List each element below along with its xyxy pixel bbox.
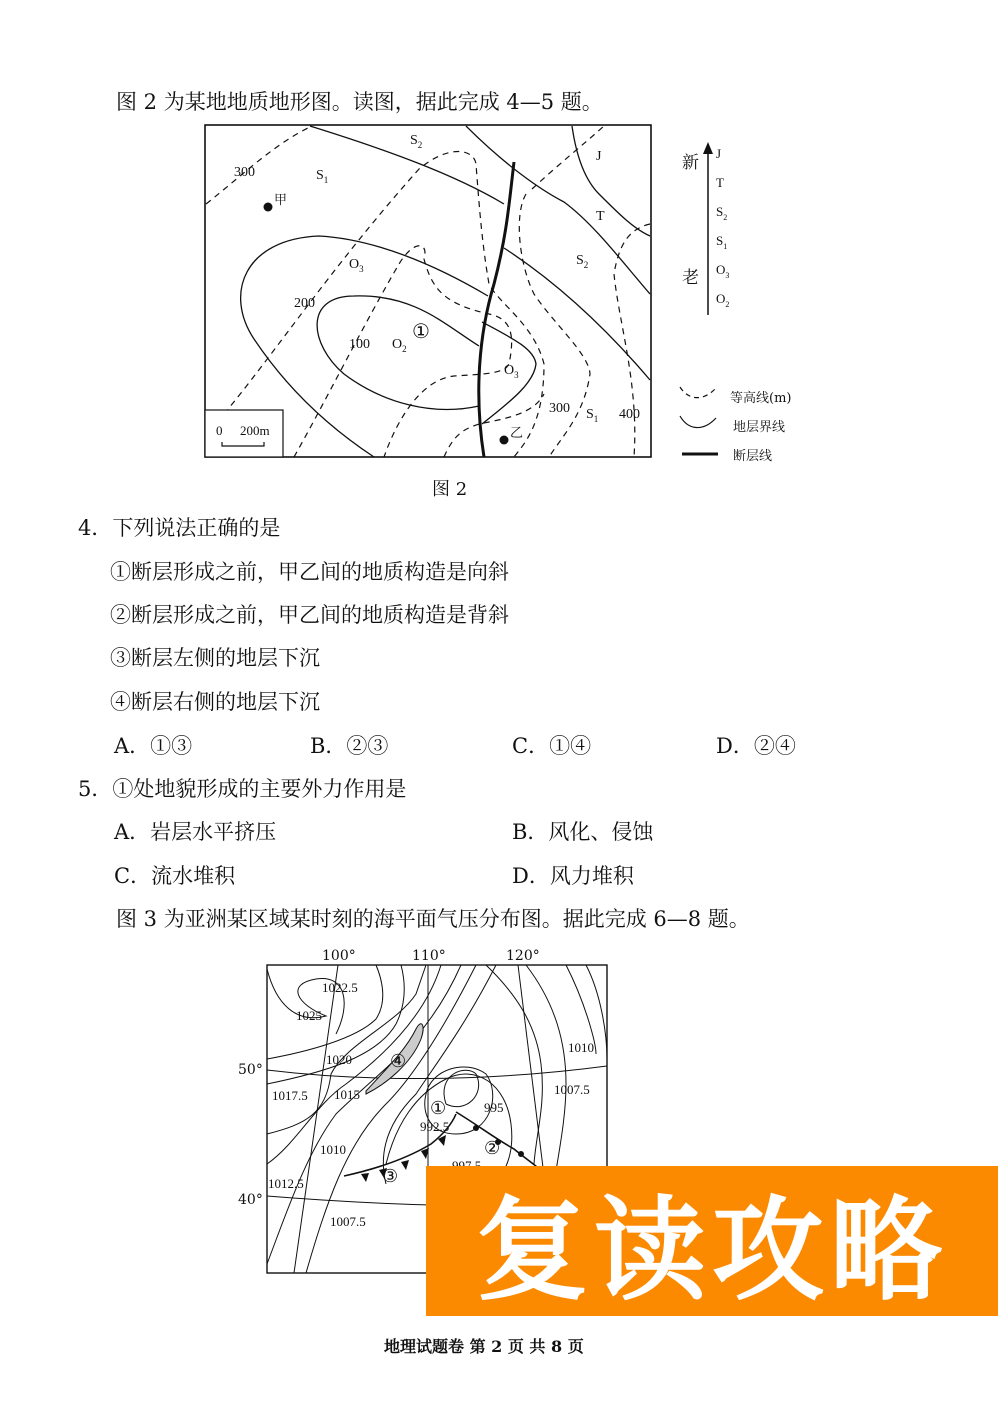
svg-text:200m: 200m: [240, 423, 270, 438]
svg-text:100: 100: [349, 337, 370, 352]
svg-text:S1: $S_1$: [716, 233, 728, 251]
lon-120: 120°: [506, 948, 540, 964]
fig2-caption: 图 2: [432, 479, 468, 500]
svg-text:①: ①: [412, 321, 430, 343]
svg-text:O3: $O_3$: [716, 262, 730, 280]
q5-option-a[interactable]: A．岩层水平挤压: [114, 820, 277, 844]
q4-statement-1: ①断层形成之前，甲乙间的地质构造是向斜: [110, 560, 509, 584]
svg-text:老: 老: [682, 268, 699, 287]
svg-text:1025: 1025: [296, 1008, 322, 1023]
svg-text:1022.5: 1022.5: [322, 980, 358, 995]
lat-50: 50°: [238, 1062, 263, 1078]
svg-text:S2: $S_2$: [576, 253, 589, 270]
legend-contour: 等高线(m): [730, 391, 792, 406]
svg-text:J: J: [596, 149, 602, 164]
svg-text:新: 新: [682, 153, 699, 172]
svg-text:1012.5: 1012.5: [268, 1176, 304, 1191]
svg-text:O3: $O_3$: [349, 257, 364, 274]
q4-option-c[interactable]: C．①④: [512, 734, 592, 758]
watermark-banner: 复读攻略: [426, 1166, 998, 1316]
q4-option-d[interactable]: D．②④: [716, 734, 796, 758]
q5-option-c[interactable]: C．流水堆积: [114, 864, 236, 888]
svg-text:995: 995: [484, 1100, 504, 1115]
svg-text:③: ③: [382, 1166, 399, 1186]
svg-text:0: 0: [216, 423, 223, 438]
svg-text:1020: 1020: [326, 1052, 352, 1067]
svg-text:O2: $O_2$: [716, 291, 730, 309]
lon-100: 100°: [322, 948, 356, 964]
svg-text:乙: 乙: [510, 425, 524, 440]
fig2-intro: 图 2 为某地地质地形图。读图，据此完成 4—5 题。: [116, 90, 603, 114]
svg-text:1010: 1010: [320, 1142, 346, 1157]
svg-text:S1: $S_1$: [316, 168, 329, 185]
legend-symbols: [678, 382, 718, 462]
svg-text:O3: $O_3$: [504, 363, 519, 380]
q4-statement-2: ②断层形成之前，甲乙间的地质构造是背斜: [110, 603, 509, 627]
svg-text:O2: $O_2$: [392, 337, 407, 354]
svg-text:1015: 1015: [334, 1087, 360, 1102]
q4-option-a[interactable]: A．①③: [114, 734, 193, 758]
lon-110: 110°: [412, 948, 446, 964]
svg-text:④: ④: [390, 1051, 407, 1071]
fig3-intro: 图 3 为亚洲某区域某时刻的海平面气压分布图。据此完成 6—8 题。: [116, 907, 750, 931]
legend-stratum-boundary: 地层界线: [733, 420, 786, 435]
svg-text:300: 300: [549, 401, 570, 416]
q5-option-b[interactable]: B．风化、侵蚀: [512, 820, 654, 844]
svg-text:S1: $S_1$: [586, 407, 599, 424]
svg-text:200: 200: [294, 296, 315, 311]
q5-stem: 5．①处地貌形成的主要外力作用是: [78, 777, 407, 801]
svg-text:1010: 1010: [568, 1040, 594, 1055]
q4-option-b[interactable]: B．②③: [310, 734, 389, 758]
svg-text:1007.5: 1007.5: [554, 1082, 590, 1097]
svg-text:甲: 甲: [274, 192, 288, 207]
geology-map: [204, 124, 652, 458]
svg-text:1007.5: 1007.5: [330, 1214, 366, 1229]
svg-text:J: J: [716, 146, 722, 161]
q4-statement-4: ④断层右侧的地层下沉: [110, 690, 320, 714]
svg-text:992.5: 992.5: [420, 1119, 450, 1134]
svg-text:T: T: [596, 209, 605, 224]
legend-fault: 断层线: [733, 449, 773, 464]
q5-option-d[interactable]: D．风力堆积: [512, 864, 634, 888]
q4-statement-3: ③断层左侧的地层下沉: [110, 646, 320, 670]
svg-text:S2: $S_2$: [410, 133, 423, 150]
page-footer: 地理试题卷 第 2 页 共 8 页: [384, 1337, 584, 1356]
q4-stem: 4．下列说法正确的是: [78, 516, 281, 540]
lat-40: 40°: [238, 1192, 263, 1208]
svg-text:400: 400: [619, 407, 640, 422]
svg-text:300: 300: [234, 165, 255, 180]
svg-text:①: ①: [430, 1098, 447, 1118]
svg-text:1017.5: 1017.5: [272, 1088, 308, 1103]
strata-column: [676, 140, 756, 320]
svg-text:②: ②: [484, 1138, 501, 1158]
svg-text:S2: $S_2$: [716, 204, 728, 222]
svg-text:T: T: [716, 175, 724, 190]
